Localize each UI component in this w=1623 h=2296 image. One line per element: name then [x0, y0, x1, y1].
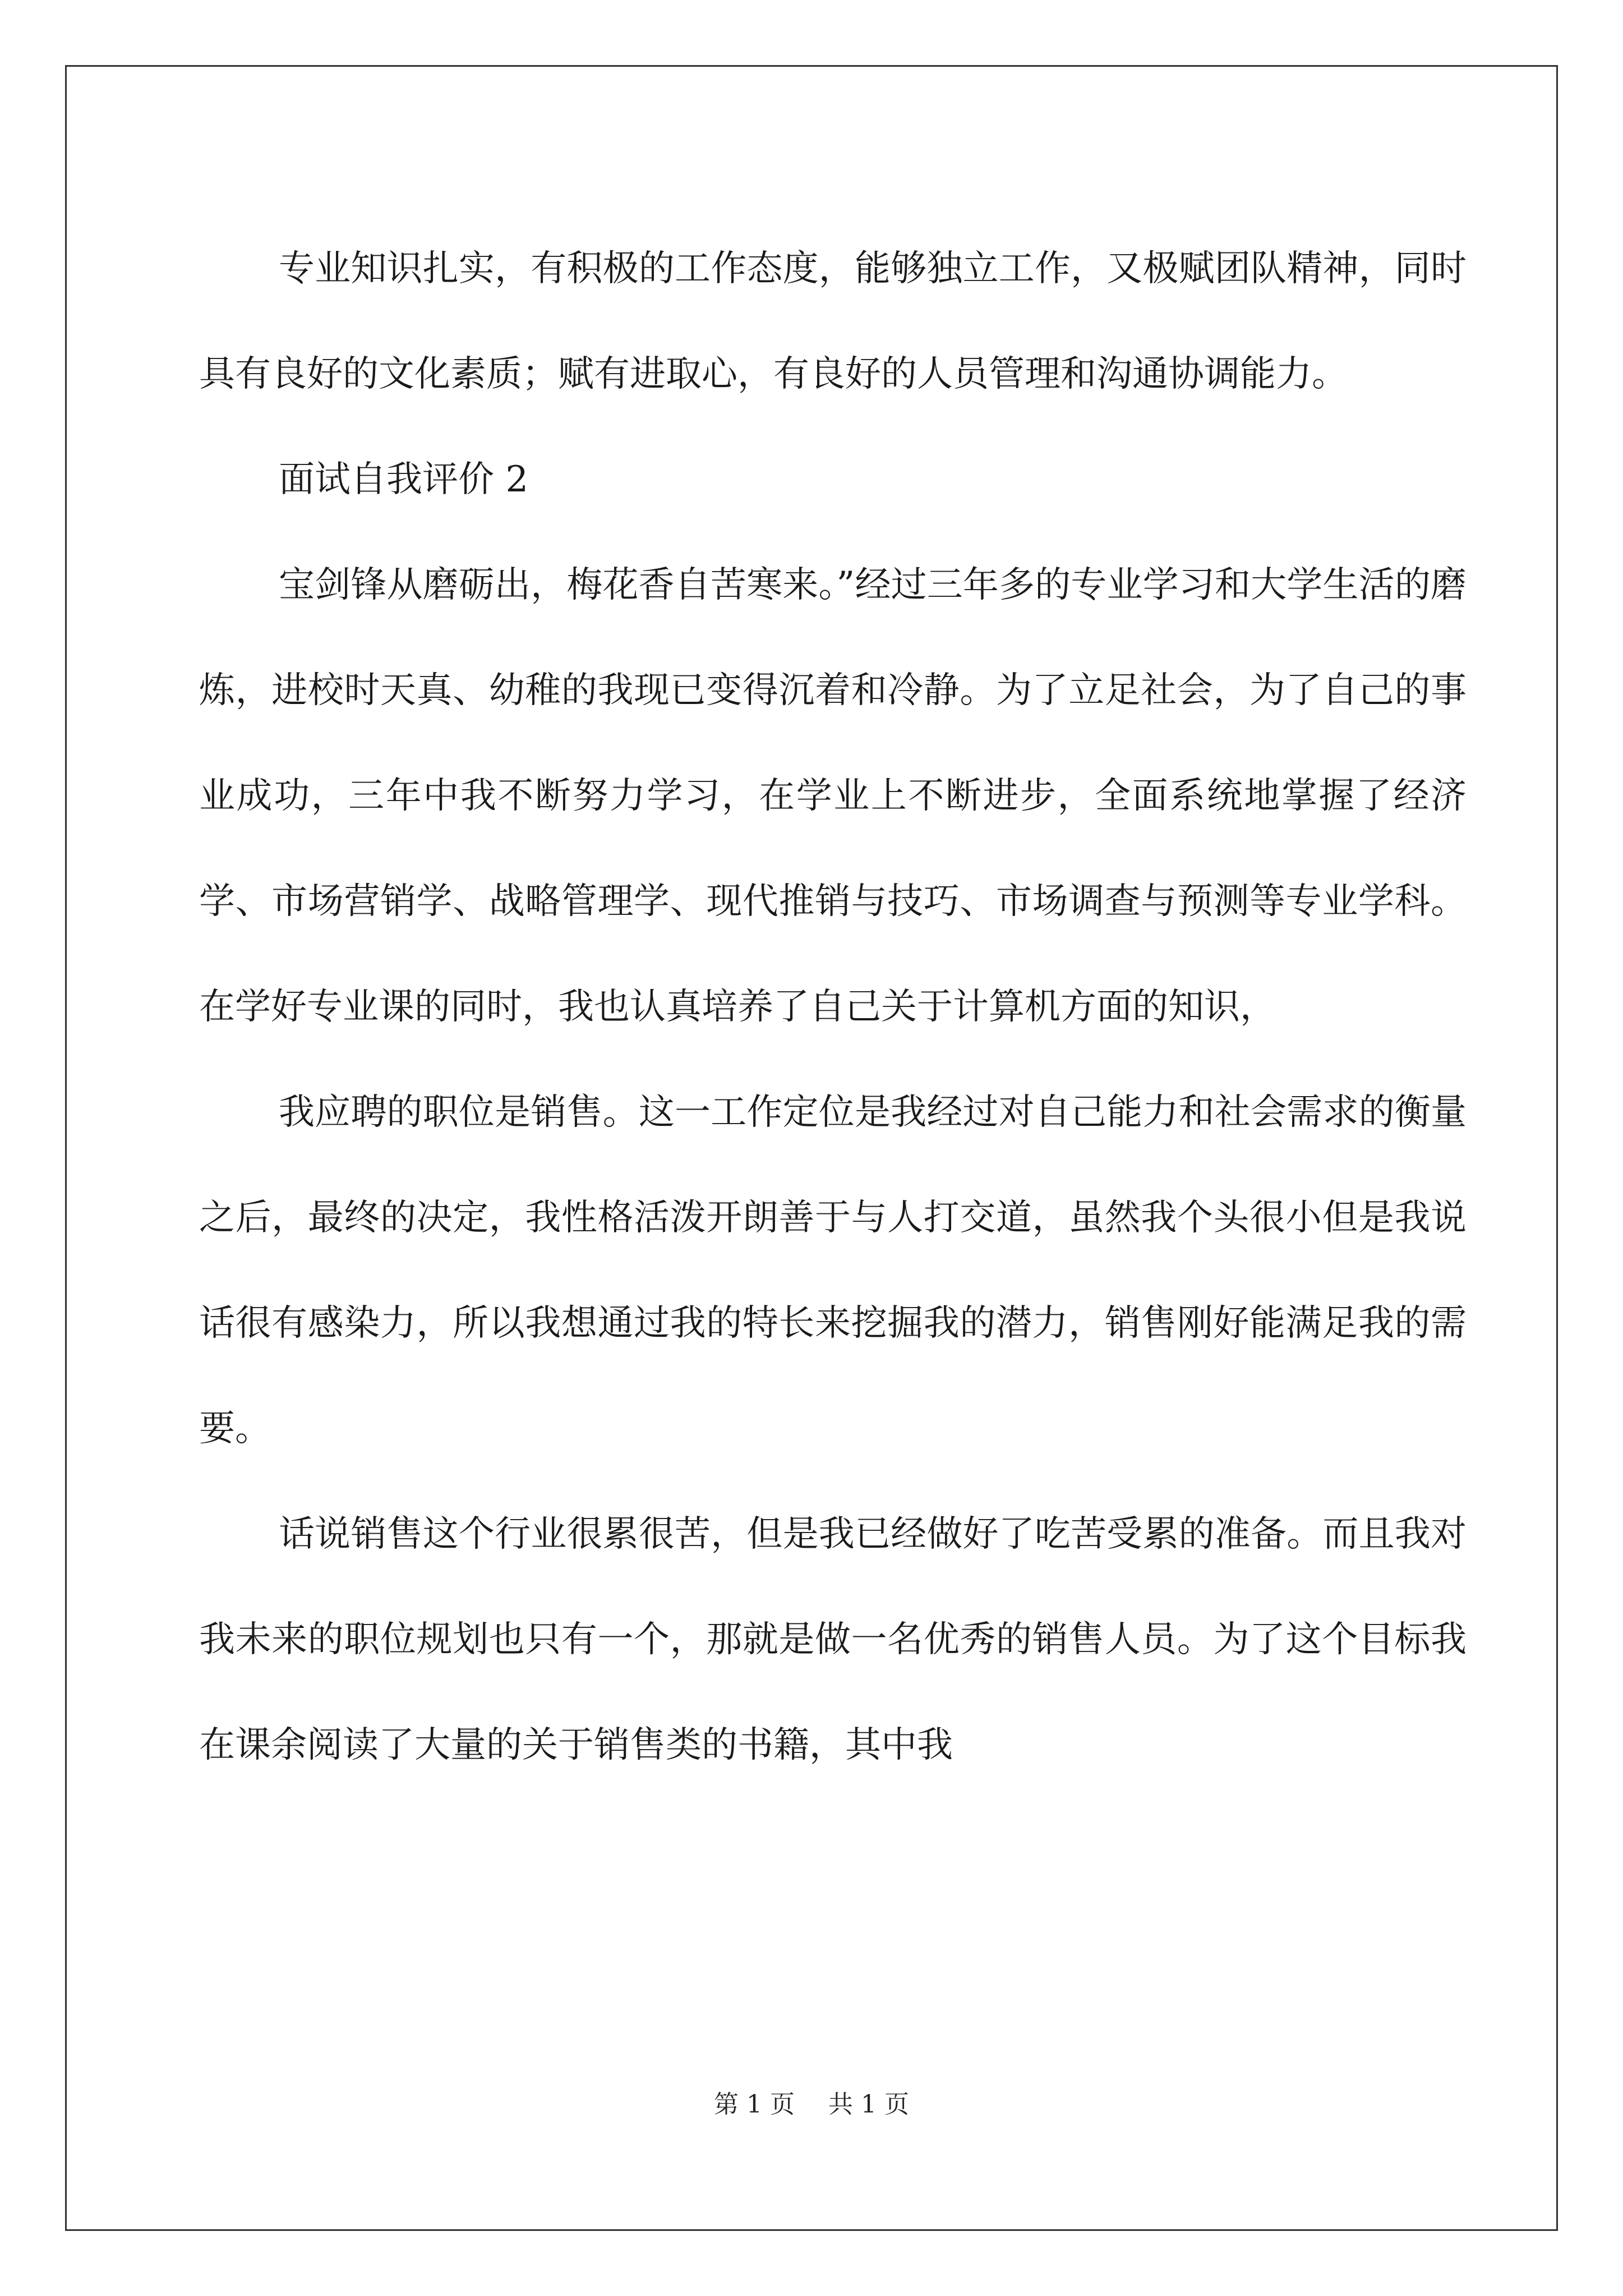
paragraph-skills: 专业知识扎实，有积极的工作态度，能够独立工作，又极赋团队精神，同时具有良好的文化素质；赋有进取心，有良好的人员管理和沟通协调能力。 — [199, 248, 1467, 395]
section-heading: 面试自我评价 2 — [279, 459, 529, 500]
page-number: 第 1 页 — [714, 2090, 795, 2119]
paragraph-career: 话说销售这个行业很累很苦，但是我已经做好了吃苦受累的准备。而且我对我未来的职位规划也只有一个，那就是做一名优秀的销售人员。为了这个目标我在课余阅读了大量的关于销售类的书籍，其中我 — [199, 1513, 1467, 1766]
paragraph-study: 宝剑锋从磨砺出，梅花香自苦寒来。”经过三年多的专业学习和大学生活的磨炼，进校时天真、幼稚的我现已变得沉着和冷静。为了立足社会，为了自己的事业成功，三年中我不断努力学习，在学业上不断进步，全面系统地掌握了经济学、市场营销学、战略管理学、现代推销与技巧、市场调查与预测等专业学科。在学好专业课的同时，我也认真培养了自己关于计算机方面的知识， — [199, 564, 1467, 1028]
paragraph-position: 我应聘的职位是销售。这一工作定位是我经过对自己能力和社会需求的衡量之后，最终的决定，我性格活泼开朗善于与人打交道，虽然我个头很小但是我说话很有感染力，所以我想通过我的特长来挖掘我的潜力，销售刚好能满足我的需要。 — [199, 1092, 1467, 1450]
page-total: 共 1 页 — [828, 2090, 909, 2119]
page-footer — [0, 2088, 1623, 2122]
document-body — [199, 216, 1467, 1798]
